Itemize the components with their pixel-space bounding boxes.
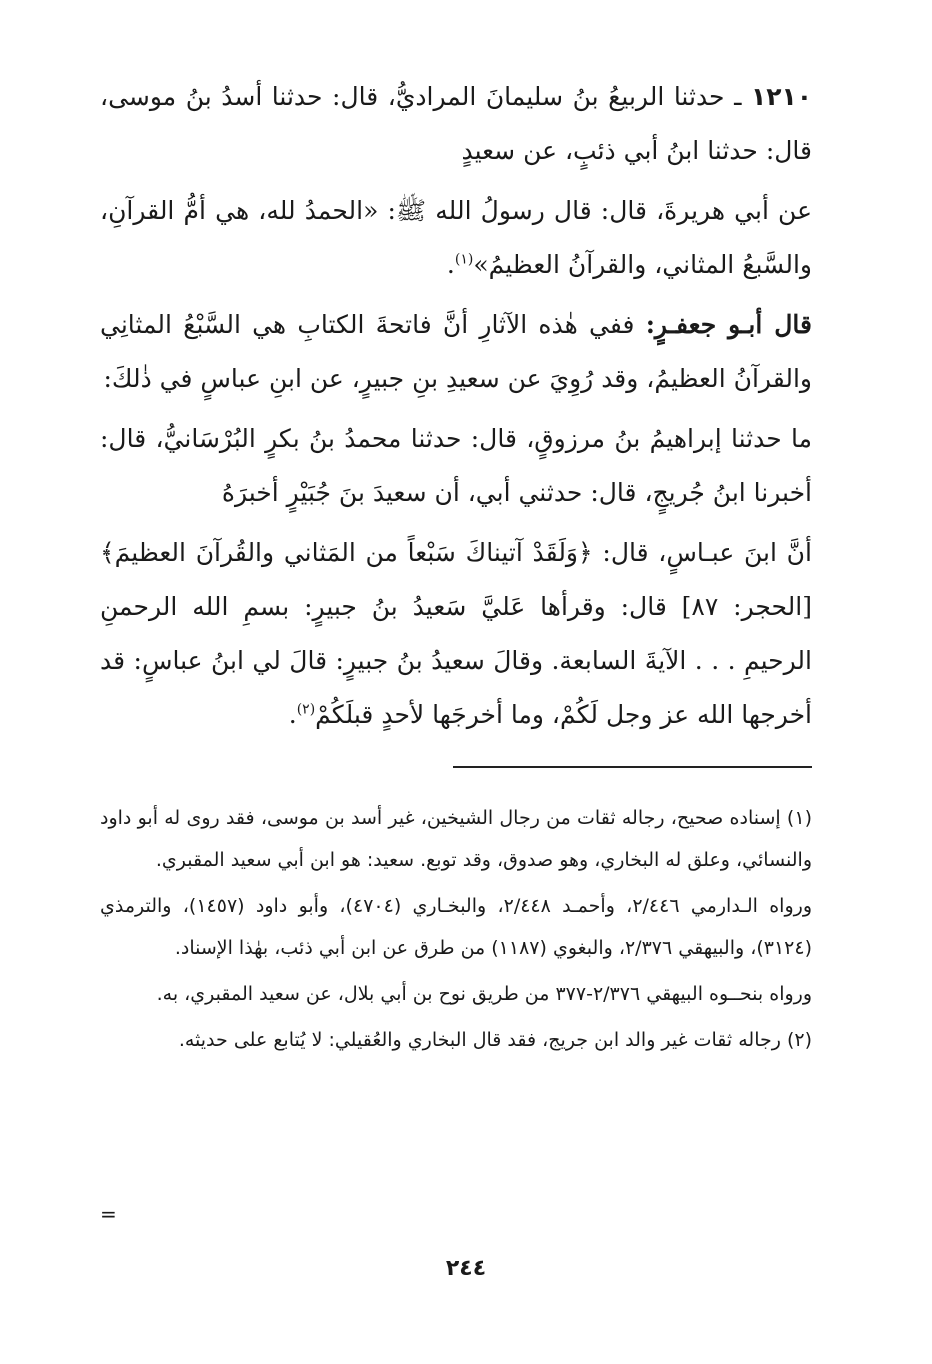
hadith-number: ١٢١٠ xyxy=(750,82,812,111)
footnote-2: (٢) رجاله ثقات غير والد ابن جريج، فقد قال البخاري والعُقيلي: لا يُتابع على حديثه. xyxy=(178,1029,812,1051)
paragraph-text: ـ حدثنا الربيعُ بنُ سليمانَ المراديُّ، قال: حدثنا أسدُ بنُ موسى، قال: حدثنا ابنُ أبي ذئبٍ، عن سعيدٍ xyxy=(100,82,812,165)
paragraph-text: عن أبي هريرةَ، قال: قال رسولُ الله ﷺ: «الحمدُ لله، هي أمُّ القرآنِ، والسَّبعُ المثاني، والقرآنُ العظيمُ» xyxy=(100,196,812,279)
continuation-mark: = xyxy=(100,1202,117,1226)
paragraph-end: . xyxy=(288,700,297,729)
paragraph-end: . xyxy=(446,250,455,279)
paragraph-commentary xyxy=(100,298,812,406)
footnote-1-continued-2: ورواه بنحــوه البيهقي ٢/٣٧٦-٣٧٧ من طريق نوح بن أبي بلال، عن سعيد المقبري، به. xyxy=(156,983,812,1005)
paragraph-text: أنَّ ابنَ عبـاسٍ، قال: ﴿وَلَقَدْ آتيناكَ سَبْعاً من المَثاني والقُرآنَ العظيمَ﴾ [الحجر: ٨٧] قال: وقرأها عَليَّ سَعيدُ بنُ جبيرٍ: بسمِ الله الرحمنِ الرحيمِ . . . الآيةَ السابعة. وقالَ سعيدُ بنُ جبيرٍ: قالَ لي ابنُ عباسٍ: قد أخرجها الله عز وجل لَكُمْ، وما أخرجَها لأحدٍ قبلَكُمْ xyxy=(100,538,812,729)
footnote-separator xyxy=(453,766,812,768)
paragraph-text: ففي هٰذه الآثارِ أنَّ فاتحةَ الكتابِ هي السَّبْعُ المثانِي والقرآنُ العظيمُ، وقد رُوِيَ عن سعيدِ بنِ جبيرٍ، عن ابنِ عباسٍ في ذٰلكَ: xyxy=(100,310,812,393)
footnote-ref-1: (١) xyxy=(454,251,474,268)
paragraph-narration xyxy=(100,526,812,742)
footnote-1-continued: ورواه الـدارمي ٢/٤٤٦، وأحمـد ٢/٤٤٨، والبخـاري (٤٧٠٤)، وأبو داود (١٤٥٧)، والترمذي (٣١٢٤)، والبيهقي ٢/٣٧٦، والبغوي (١١٨٧) من طرق عن ابن أبي ذئب، بهٰذا الإسناد. xyxy=(100,895,812,959)
paragraph-hadith-1210 xyxy=(100,70,812,178)
footnotes xyxy=(100,797,812,1065)
paragraph-text: ما حدثنا إبراهيمُ بنُ مرزوقٍ، قال: حدثنا محمدُ بنُ بكرٍ البُرْسَانيُّ، قال: أخبرنا ابنُ جُريجٍ، قال: حدثني أبي، أن سعيدَ بنَ جُبَيْرٍ أخبرَهُ xyxy=(100,424,812,507)
footnote-ref-2: (٢) xyxy=(296,701,316,718)
paragraph-isnad xyxy=(100,412,812,520)
speaker-label: قال أبـو جعفـرٍ: xyxy=(645,310,812,339)
paragraph-hadith-text xyxy=(100,184,812,292)
footnote-1: (١) إسناده صحيح، رجاله ثقات من رجال الشيخين، غير أسد بن موسى، فقد روى له أبو داود والنسائي، وعلق له البخاري، وهو صدوق، وقد توبع. سعيد: هو ابن أبي سعيد المقبري. xyxy=(100,807,812,871)
main-text xyxy=(100,70,812,748)
main-body xyxy=(100,70,812,742)
page-number: ٢٤٤ xyxy=(445,1256,487,1281)
